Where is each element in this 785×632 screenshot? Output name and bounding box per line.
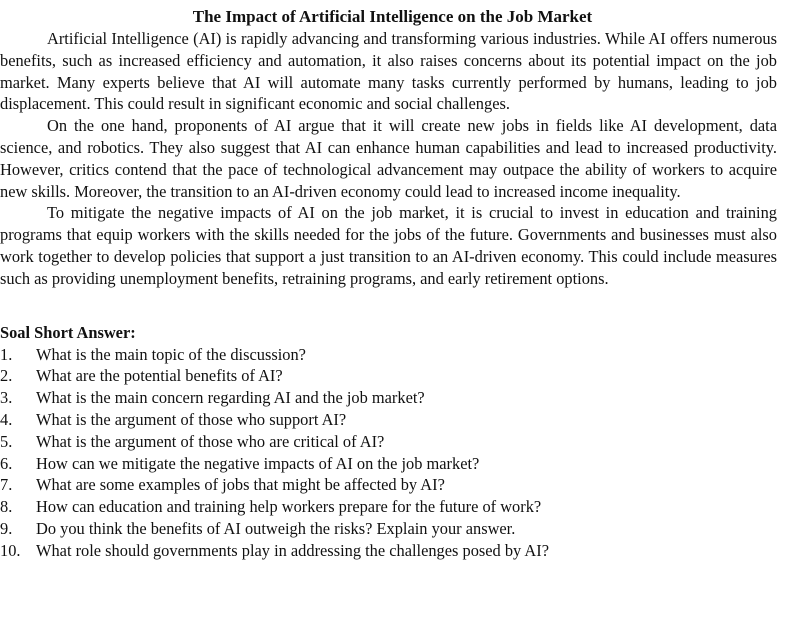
- question-number: 9.: [0, 518, 13, 538]
- question-number: 1.: [0, 344, 13, 364]
- question-item: [0, 474, 785, 496]
- question-item: [0, 344, 785, 366]
- question-text: How can education and training help workers prepare for the future of work?: [36, 497, 542, 517]
- question-number: 4.: [0, 409, 13, 429]
- question-number: 3.: [0, 388, 13, 408]
- question-text: How can we mitigate the negative impacts of AI on the job market?: [36, 453, 480, 473]
- paragraph-2: On the one hand, proponents of AI argue that it will create new jobs in fields like AI development, data science, and robotics. They also suggest that AI can enhance human capabilities and lead to increased productivity. However, critics contend that the pace of technological advancement may outpace the ability of workers to acquire new skills. Moreover, the transition to an AI-driven economy could lead to increased income inequality.: [0, 116, 777, 201]
- document-title: The Impact of Artificial Intelligence on the Job Market: [192, 7, 593, 26]
- question-item: [0, 431, 785, 453]
- question-item: [0, 518, 785, 540]
- question-number: 8.: [0, 497, 13, 517]
- question-text: Do you think the benefits of AI outweigh the risks? Explain your answer.: [36, 518, 516, 538]
- question-number: 2.: [0, 366, 13, 386]
- question-text: What is the argument of those who are critical of AI?: [36, 431, 385, 451]
- question-number: 5.: [0, 431, 13, 451]
- question-text: What is the argument of those who support AI?: [36, 409, 347, 429]
- question-number: 7.: [0, 475, 13, 495]
- question-item: [0, 387, 785, 409]
- question-item: [0, 365, 785, 387]
- question-list: [0, 344, 785, 562]
- paragraph-1: Artificial Intelligence (AI) is rapidly advancing and transforming various industries. While AI offers numerous benefits, such as increased efficiency and automation, it also raises concerns about its potential impact on the job market. Many experts believe that AI will automate many tasks currently performed by humans, leading to job displacement. This could result in significant economic and social challenges.: [0, 29, 777, 114]
- section-spacer: [0, 290, 785, 322]
- question-text: What are some examples of jobs that might be affected by AI?: [36, 475, 445, 495]
- question-text: What is the main concern regarding AI and the job market?: [36, 388, 425, 408]
- question-number: 6.: [0, 453, 13, 473]
- questions-heading: Soal Short Answer:: [0, 322, 136, 342]
- question-item: [0, 540, 785, 562]
- question-number: 10.: [0, 540, 21, 560]
- question-text: What are the potential benefits of AI?: [36, 366, 283, 386]
- question-text: What is the main topic of the discussion?: [36, 344, 306, 364]
- question-item: [0, 496, 785, 518]
- question-item: [0, 453, 785, 475]
- question-item: [0, 409, 785, 431]
- paragraph-3: To mitigate the negative impacts of AI on the job market, it is crucial to invest in education and training programs that equip workers with the skills needed for the jobs of the future. Governments and businesses must also work together to develop policies that support a just transition to an AI-driven economy. This could include measures such as providing unemployment benefits, retraining programs, and early retirement options.: [0, 203, 777, 288]
- question-text: What role should governments play in addressing the challenges posed by AI?: [36, 540, 549, 560]
